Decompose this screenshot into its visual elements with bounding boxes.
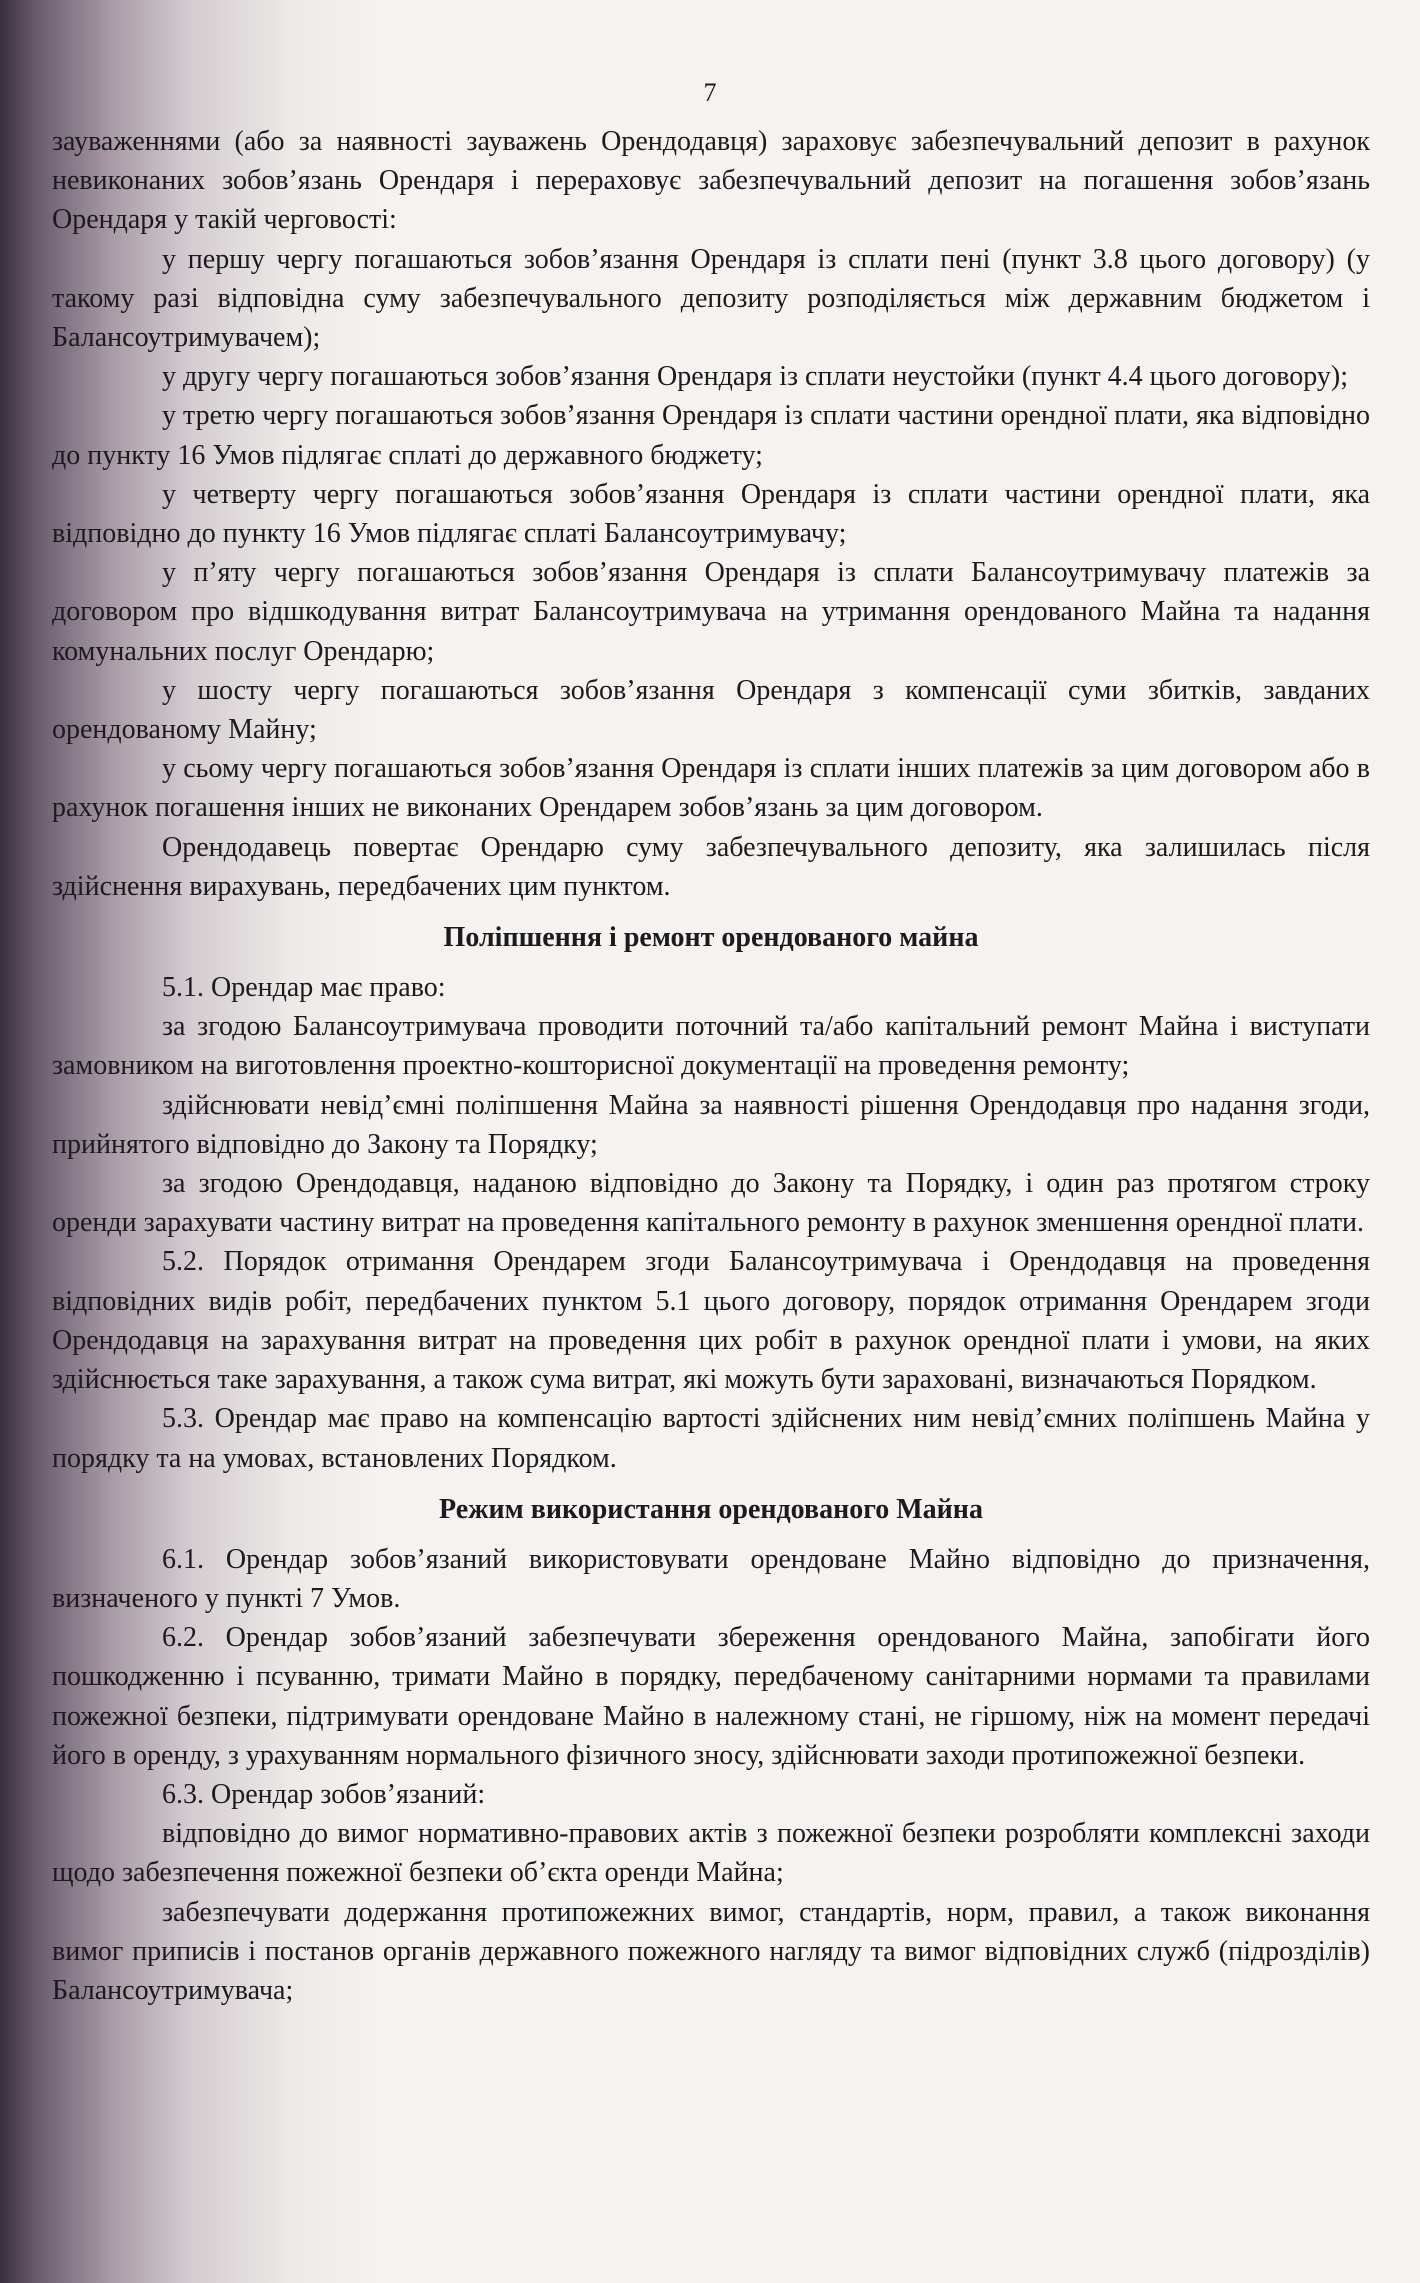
paragraph: забезпечувати додержання протипожежних вимог, стандартів, норм, правил, а також виконання вимог приписів і постанов органів державного пожежного нагляду та вимог відповідних служб (підрозділів) Балансоутримувача; bbox=[52, 1896, 1370, 2006]
paragraph: 5.1. Орендар має право: bbox=[162, 972, 446, 1004]
document-body bbox=[52, 122, 1370, 2010]
paragraph: за згодою Орендодавця, наданою відповідно до Закону та Порядку, і один раз протягом строку оренди зарахувати частину витрат на проведення капітального ремонту в рахунок зменшення орендної плати. bbox=[52, 1168, 1370, 1239]
paragraph: у шосту чергу погашаються зобов’язання Орендаря з компенсації суми збитків, завданих орендованому Майну; bbox=[52, 674, 1370, 746]
paragraph: за згодою Балансоутримувача проводити поточний та/або капітальний ремонт Майна і виступати замовником на виготовлення проектно-кошторисної документації на проведення ремонту; bbox=[52, 1011, 1370, 1082]
paragraph: у третю чергу погашаються зобов’язання Орендаря із сплати частини орендної плати, яка відповідно до пункту 16 Умов підлягає сплаті до державного бюджету; bbox=[52, 400, 1370, 471]
paragraph: у четверту чергу погашаються зобов’язання Орендаря із сплати частини орендної плати, яка відповідно до пункту 16 Умов підлягає сплаті Балансоутримувачу; bbox=[52, 478, 1370, 550]
paragraph: у сьому чергу погашаються зобов’язання Орендаря із сплати інших платежів за цим договором або в рахунок погашення інших не виконаних Орендарем зобов’язань за цим договором. bbox=[52, 753, 1370, 824]
paragraph: у п’яту чергу погашаються зобов’язання Орендаря із сплати Балансоутримувачу платежів за договором про відшкодування витрат Балансоутримувача на утримання орендованого Майна та надання комунальних послуг Орендарю; bbox=[52, 557, 1370, 667]
paragraph: у другу чергу погашаються зобов’язання Орендаря із сплати неустойки (пункт 4.4 цього договору); bbox=[162, 361, 1349, 393]
paragraph: Орендодавець повертає Орендарю суму забезпечувального депозиту, яка залишилась після здійснення вирахувань, передбачених цим пунктом. bbox=[52, 831, 1370, 902]
section-heading-usage-regime: Режим використання орендованого Майна bbox=[439, 1493, 983, 1525]
paragraph: 5.3. Орендар має право на компенсацію вартості здійснених ним невід’ємних поліпшень Майна у порядку та на умовах, встановлених Порядком. bbox=[52, 1403, 1370, 1474]
paragraph: зауваженнями (або за наявності зауважень Орендодавця) зараховує забезпечувальний депозит в рахунок невиконаних зобов’язань Орендаря і перераховує забезпечувальний депозит на погашення зобов’язань Орендаря у такій черговості: bbox=[52, 126, 1370, 236]
paragraph: 6.2. Орендар зобов’язаний забезпечувати збереження орендованого Майна, запобігати його пошкодженню і псуванню, тримати Майно в порядку, передбаченому санітарними нормами та правилами пожежної безпеки, підтримувати орендоване Майно в належному стані, не гіршому, ніж на момент передачі його в оренду, з урахуванням нормального фізичного зносу, здійснювати заходи протипожежної безпеки. bbox=[52, 1622, 1370, 1771]
paragraph: відповідно до вимог нормативно-правових актів з пожежної безпеки розробляти комплексні заходи щодо забезпечення пожежної безпеки об’єкта оренди Майна; bbox=[52, 1818, 1370, 1889]
paragraph: у першу чергу погашаються зобов’язання Орендаря із сплати пені (пункт 3.8 цього договору) (у такому разі відповідна суму забезпечувального депозиту розподіляється між державним бюджетом і Балансоутримувачем); bbox=[52, 243, 1370, 354]
paragraph: 6.3. Орендар зобов’язаний: bbox=[162, 1778, 486, 1810]
page-number: 7 bbox=[703, 78, 717, 107]
section-heading-improvement: Поліпшення і ремонт орендованого майна bbox=[443, 922, 979, 954]
paragraph: 6.1. Орендар зобов’язаний використовувати орендоване Майно відповідно до призначення, визначеного у пункті 7 Умов. bbox=[52, 1543, 1370, 1614]
paragraph: 5.2. Порядок отримання Орендарем згоди Балансоутримувача і Орендодавця на проведення відповідних видів робіт, передбачених пунктом 5.1 цього договору, порядок отримання Орендарем згоди Орендодавця на зарахування витрат на проведення цих робіт в рахунок орендної плати і умови, на яких здійснюється таке зарахування, а також сума витрат, які можуть бути зараховані, визначаються Порядком. bbox=[52, 1246, 1370, 1396]
paragraph: здійснювати невід’ємні поліпшення Майна за наявності рішення Орендодавця про надання згоди, прийнятого відповідно до Закону та Порядку; bbox=[52, 1089, 1370, 1160]
